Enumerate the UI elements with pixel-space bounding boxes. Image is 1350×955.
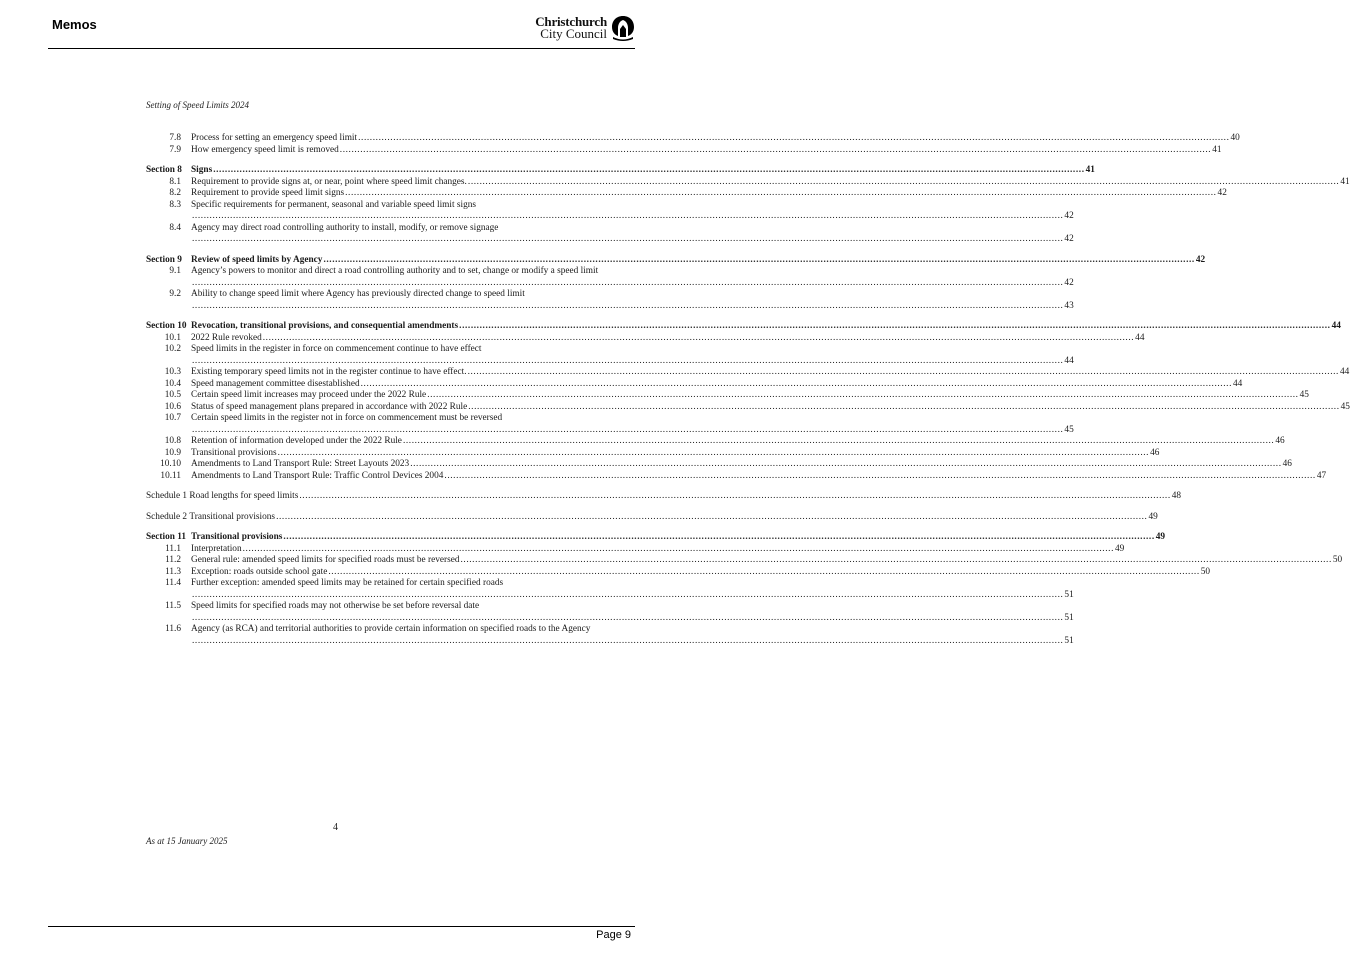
dot-leader bbox=[192, 211, 1063, 223]
dot-leader bbox=[410, 459, 1281, 471]
toc-entry bbox=[146, 543, 1125, 556]
toc-spacer bbox=[146, 503, 530, 512]
dot-leader bbox=[403, 436, 1274, 448]
toc-title: How emergency speed limit is removed bbox=[191, 144, 339, 155]
toc-entry bbox=[146, 188, 1227, 200]
toc-entry bbox=[146, 601, 1074, 624]
running-title: Setting of Speed Limits 2024 bbox=[146, 100, 249, 110]
toc-title: Process for setting an emergency speed limit bbox=[191, 133, 358, 143]
toc-page: 44 bbox=[1331, 321, 1341, 331]
dot-leader bbox=[192, 356, 1063, 368]
toc-page: 44 bbox=[1339, 367, 1350, 377]
toc-page: 44 bbox=[1064, 355, 1074, 366]
toc-page: 51 bbox=[1064, 635, 1074, 646]
toc-page: 48 bbox=[1171, 491, 1182, 501]
footer-page-label: Page 9 bbox=[596, 929, 631, 941]
toc-title: Further exception: amended speed limits may be retained for certain specified roads bbox=[191, 578, 504, 588]
toc-page: 42 bbox=[1064, 234, 1074, 244]
toc-page: 42 bbox=[1195, 254, 1206, 265]
dot-leader bbox=[243, 544, 1114, 556]
dot-leader bbox=[192, 278, 1063, 290]
toc-title: Status of speed management plans prepared in accordance with 2022 Rule bbox=[191, 401, 468, 412]
toc-entry bbox=[146, 199, 1074, 223]
toc-spacer bbox=[146, 523, 530, 532]
dot-leader bbox=[427, 390, 1298, 402]
toc-entry bbox=[146, 413, 1074, 436]
toc-title: Certain speed limit increases may proceed under the 2022 Rule bbox=[191, 390, 427, 400]
toc-number: Schedule 1 bbox=[146, 491, 188, 501]
toc-number: 9.1 bbox=[169, 266, 181, 276]
toc-spacer bbox=[146, 312, 530, 321]
toc-page: 43 bbox=[1064, 300, 1074, 311]
toc-number: 11.4 bbox=[165, 578, 181, 588]
dot-leader bbox=[460, 555, 1331, 567]
toc-page: 41 bbox=[1212, 144, 1222, 155]
toc-number: 10.10 bbox=[160, 459, 181, 469]
toc-number: 8.2 bbox=[169, 188, 181, 198]
toc-number: 11.3 bbox=[165, 566, 181, 577]
toc-number: 11.1 bbox=[165, 543, 181, 554]
toc-title: Requirement to provide speed limit signs bbox=[191, 188, 345, 198]
dot-leader bbox=[192, 301, 1063, 313]
dot-leader bbox=[192, 590, 1063, 602]
dot-leader bbox=[459, 321, 1330, 333]
toc-number: Section 11 bbox=[146, 532, 187, 542]
inner-page-number: 4 bbox=[333, 822, 338, 833]
dot-leader bbox=[328, 567, 1199, 579]
council-logo bbox=[535, 15, 635, 41]
dot-leader bbox=[340, 145, 1211, 157]
toc-number: 8.1 bbox=[169, 176, 181, 187]
toc-page: 45 bbox=[1064, 424, 1074, 435]
toc-entry bbox=[146, 459, 1292, 471]
dot-leader bbox=[213, 165, 1084, 177]
toc-page: 40 bbox=[1230, 133, 1240, 143]
toc-schedule-heading bbox=[146, 491, 1182, 503]
toc-number: Section 8 bbox=[146, 165, 182, 175]
toc-section-heading bbox=[146, 532, 1166, 544]
toc-schedule-heading bbox=[146, 511, 1158, 524]
toc-page: 42 bbox=[1064, 277, 1074, 288]
toc-title: Requirement to provide signs at, or near, point where speed limit changes. bbox=[191, 176, 467, 187]
toc-title: General rule: amended speed limits for specified roads must be reversed bbox=[191, 555, 460, 565]
toc-page: 46 bbox=[1275, 436, 1285, 446]
toc-page: 41 bbox=[1085, 165, 1095, 175]
toc-entry bbox=[146, 133, 1240, 145]
toc-number: 10.7 bbox=[164, 413, 181, 423]
logo-line-2: City Council bbox=[540, 26, 607, 41]
toc-entry bbox=[146, 624, 1074, 647]
toc-number: 11.5 bbox=[165, 601, 181, 611]
toc-entry bbox=[146, 378, 1243, 391]
toc-entry bbox=[146, 176, 1350, 189]
dot-leader bbox=[361, 379, 1232, 391]
toc-page: 44 bbox=[1233, 378, 1243, 389]
toc-title: Speed limits in the register in force on commencement continue to have effect bbox=[191, 344, 482, 354]
dot-leader bbox=[263, 333, 1134, 345]
dot-leader bbox=[468, 367, 1339, 379]
toc-number: 9.2 bbox=[169, 289, 181, 299]
toc-entry bbox=[146, 289, 1074, 312]
dot-leader bbox=[192, 425, 1063, 437]
toc-title: 2022 Rule revoked bbox=[191, 332, 262, 343]
toc-page: 49 bbox=[1115, 543, 1125, 554]
toc-page: 46 bbox=[1150, 447, 1160, 458]
toc-entry bbox=[146, 144, 1222, 157]
toc-number: 7.9 bbox=[169, 144, 181, 155]
toc-number: Section 9 bbox=[146, 254, 182, 265]
logo-line-1: Christchurch bbox=[535, 14, 607, 29]
toc-section-heading bbox=[146, 165, 1095, 177]
dot-leader bbox=[345, 188, 1216, 200]
toc-number: 10.3 bbox=[164, 367, 181, 377]
toc-entry bbox=[146, 555, 1343, 567]
toc-number: 8.4 bbox=[169, 222, 181, 233]
toc-number: 10.4 bbox=[164, 378, 181, 389]
toc-number: Schedule 2 bbox=[146, 511, 188, 522]
toc-number: 10.11 bbox=[160, 470, 181, 481]
toc-title: Ability to change speed limit where Agency has previously directed change to speed limit bbox=[191, 289, 525, 299]
dot-leader bbox=[283, 532, 1154, 544]
toc-page: 49 bbox=[1155, 532, 1166, 542]
toc-number: 10.5 bbox=[164, 390, 181, 400]
toc-entry bbox=[146, 566, 1211, 579]
dot-leader bbox=[192, 636, 1063, 648]
toc-section-heading bbox=[146, 254, 1206, 267]
toc-number: 8.3 bbox=[169, 199, 181, 210]
toc-number: 10.6 bbox=[164, 401, 181, 412]
toc-page: 44 bbox=[1135, 332, 1145, 343]
toc-entry bbox=[146, 401, 1350, 414]
toc-entry bbox=[146, 390, 1309, 402]
cathedral-emblem-icon bbox=[611, 15, 635, 41]
toc-title: Amendments to Land Transport Rule: Traffic Control Devices 2004 bbox=[191, 470, 444, 481]
toc-title: Amendments to Land Transport Rule: Street Layouts 2023 bbox=[191, 459, 410, 469]
dot-leader bbox=[276, 512, 1147, 524]
table-of-contents bbox=[146, 133, 1350, 647]
toc-title: Transitional provisions bbox=[191, 532, 283, 542]
toc-entry bbox=[146, 266, 1074, 289]
toc-spacer bbox=[146, 156, 530, 165]
toc-title: Revocation, transitional provisions, and consequential amendments bbox=[191, 321, 459, 331]
dot-leader bbox=[468, 402, 1339, 414]
toc-number: Section 10 bbox=[146, 321, 187, 331]
toc-title: Signs bbox=[191, 165, 213, 175]
toc-title: Exception: roads outside school gate bbox=[191, 566, 328, 577]
toc-page: 47 bbox=[1316, 470, 1327, 481]
toc-title: Agency may direct road controlling authority to install, modify, or remove signage bbox=[191, 222, 499, 233]
toc-title: Certain speed limits in the register not in force on commencement must be reversed bbox=[191, 413, 503, 423]
toc-spacer bbox=[146, 246, 530, 255]
toc-title: Agency (as RCA) and territorial authorities to provide certain information on specified roads to the Agency bbox=[191, 624, 591, 634]
toc-page: 41 bbox=[1340, 176, 1350, 187]
toc-page: 45 bbox=[1340, 401, 1350, 412]
dot-leader bbox=[299, 491, 1170, 503]
toc-title: Interpretation bbox=[191, 543, 242, 554]
dot-leader bbox=[468, 177, 1339, 189]
toc-entry bbox=[146, 332, 1145, 345]
toc-page: 51 bbox=[1064, 612, 1074, 623]
toc-number: 7.8 bbox=[169, 133, 181, 143]
toc-entry bbox=[146, 436, 1285, 448]
toc-title: Agency’s powers to monitor and direct a road controlling authority and to set, change or modify a speed limit bbox=[191, 266, 599, 276]
toc-number: 10.2 bbox=[164, 344, 181, 354]
toc-title: Retention of information developed under the 2022 Rule bbox=[191, 436, 402, 446]
toc-page: 49 bbox=[1148, 511, 1158, 522]
toc-page: 45 bbox=[1299, 390, 1309, 400]
toc-page: 42 bbox=[1217, 188, 1227, 198]
toc-number: 10.8 bbox=[164, 436, 181, 446]
dot-leader bbox=[444, 471, 1315, 483]
toc-number: 11.6 bbox=[165, 624, 181, 634]
toc-section-heading bbox=[146, 321, 1341, 333]
toc-page: 42 bbox=[1064, 211, 1074, 221]
toc-title: Transitional provisions bbox=[189, 511, 276, 522]
toc-title: Specific requirements for permanent, seasonal and variable speed limit signs bbox=[191, 199, 477, 210]
toc-title: Road lengths for speed limits bbox=[189, 491, 299, 501]
dot-leader bbox=[358, 133, 1229, 145]
dot-leader bbox=[192, 234, 1063, 246]
dot-leader bbox=[278, 448, 1149, 460]
memos-title: Memos bbox=[52, 17, 97, 32]
toc-page: 46 bbox=[1282, 459, 1292, 469]
toc-number: 10.1 bbox=[164, 332, 181, 343]
toc-entry bbox=[146, 344, 1074, 367]
toc-title: Speed management committee disestablished bbox=[191, 378, 360, 389]
toc-page: 51 bbox=[1064, 589, 1074, 600]
footer-divider bbox=[48, 926, 635, 927]
toc-number: 11.2 bbox=[165, 555, 181, 565]
toc-title: Existing temporary speed limits not in the register continue to have effect. bbox=[191, 367, 467, 377]
toc-entry bbox=[146, 447, 1160, 460]
toc-entry bbox=[146, 367, 1350, 379]
as-at-date: As at 15 January 2025 bbox=[146, 836, 228, 846]
toc-title: Transitional provisions bbox=[191, 447, 277, 458]
toc-title: Speed limits for specified roads may not otherwise be set before reversal date bbox=[191, 601, 480, 611]
toc-entry bbox=[146, 578, 1074, 601]
toc-page: 50 bbox=[1200, 566, 1211, 577]
dot-leader bbox=[323, 255, 1194, 267]
dot-leader bbox=[192, 613, 1063, 625]
header-divider bbox=[48, 48, 635, 49]
toc-number: 10.9 bbox=[164, 447, 181, 458]
toc-title: Review of speed limits by Agency bbox=[191, 254, 323, 265]
toc-page: 50 bbox=[1332, 555, 1343, 565]
toc-entry bbox=[146, 470, 1327, 483]
toc-entry bbox=[146, 222, 1074, 246]
toc-spacer bbox=[146, 482, 530, 491]
